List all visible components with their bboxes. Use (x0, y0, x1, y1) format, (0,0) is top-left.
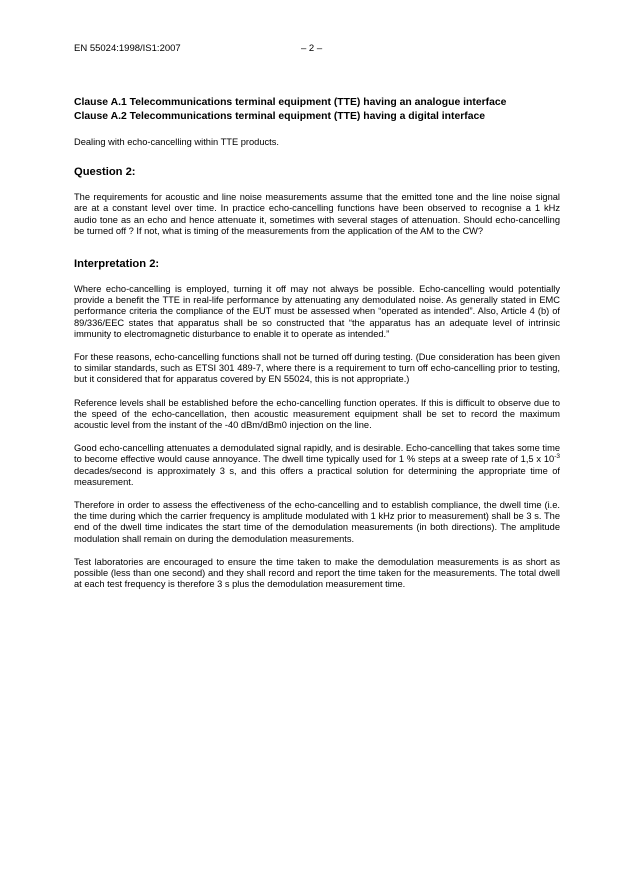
interpretation-paragraph-4 (74, 443, 560, 488)
document-id: EN 55024:1998/IS1:2007 (74, 43, 181, 54)
question-text: The requirements for acoustic and line noise measurements assume that the emitted tone and the line noise signal are at a constant level over time. In practice echo-cancelling functions have been observed to recognise a 1 kHz audio tone as an echo and hence attenuate it, sometimes with several stages of attenuation. Should echo-cancelling be turned off ? If not, what is timing of the measurements from the application of the AM to the CW? (74, 192, 560, 236)
paragraph-4-text-start: Good echo-cancelling attenuates a demodulated signal rapidly, and is desirable. Echo-cancelling that takes some time to become effective would cause annoyance. The dwell time typically used for 1 % steps at a sweep rate of 1,5 x 10 (74, 443, 560, 465)
clause-a1-heading: Clause A.1 Telecommunications terminal equipment (TTE) having an analogue interface (74, 97, 507, 108)
interpretation-paragraph-5: Therefore in order to assess the effectiveness of the echo-cancelling and to establish compliance, the dwell time (i.e. the time during which the carrier frequency is amplitude modulated with 1 kHz prior to measurement) shall be 3 s. The end of the dwell time indicates the start time of the demodulation measurements (in both directions). The amplitude modulation shall remain on during the demodulation measurements. (74, 500, 560, 544)
clause-a2-heading: Clause A.2 Telecommunications terminal equipment (TTE) having a digital interface (74, 111, 486, 122)
exponent-superscript: -3 (554, 453, 560, 461)
intro-text: Dealing with echo-cancelling within TTE products. (74, 137, 279, 147)
document-body (74, 96, 560, 590)
interpretation-paragraph-6: Test laboratories are encouraged to ensure the time taken to make the demodulation measurements is as short as possible (less than one second) and they shall record and report the time taken for the measurements. The total dwell at each test frequency is therefore 3 s plus the demodulation measurement time. (74, 556, 560, 590)
paragraph-4-text-end: decades/second is approximately 3 s, and this offers a practical solution for determining the appropriate time of measurement. (74, 465, 560, 487)
page-number: – 2 – (301, 43, 323, 54)
question-heading: Question 2: (74, 166, 136, 179)
interpretation-paragraph-3: Reference levels shall be established before the echo-cancelling function operates. If this is difficult to observe due to the speed of the echo-cancellation, then acoustic measurement equipment shall be set to record the maximum acoustic level from the instant of the -40 dBm/dBm0 injection on the line. (74, 397, 560, 431)
interpretation-paragraph-2: For these reasons, echo-cancelling functions shall not be turned off during testing. (Due consideration has been given to similar standards, such as ETSI 301 489-7, where there is a requirement to turn off echo-cancelling prior to testing, but it considered that for apparatus covered by EN 55024, this is not appropriate.) (74, 352, 560, 385)
interpretation-heading: Interpretation 2: (74, 258, 160, 271)
interpretation-paragraph-1: Where echo-cancelling is employed, turning it off may not always be possible. Echo-cancelling would potentially provide a benefit the TTE in real-life performance by attenuating any demodulated noise. As generally stated in EMC performance criteria the compliance of the EUT must be assessed when “operated as intended”. Also, Article 4 (b) of 89/336/EEC states that apparatus shall be so constructed that “the apparatus has an adequate level of intrinsic immunity to electromagnetic disturbance to enable it to operate as intended.” (74, 284, 560, 339)
